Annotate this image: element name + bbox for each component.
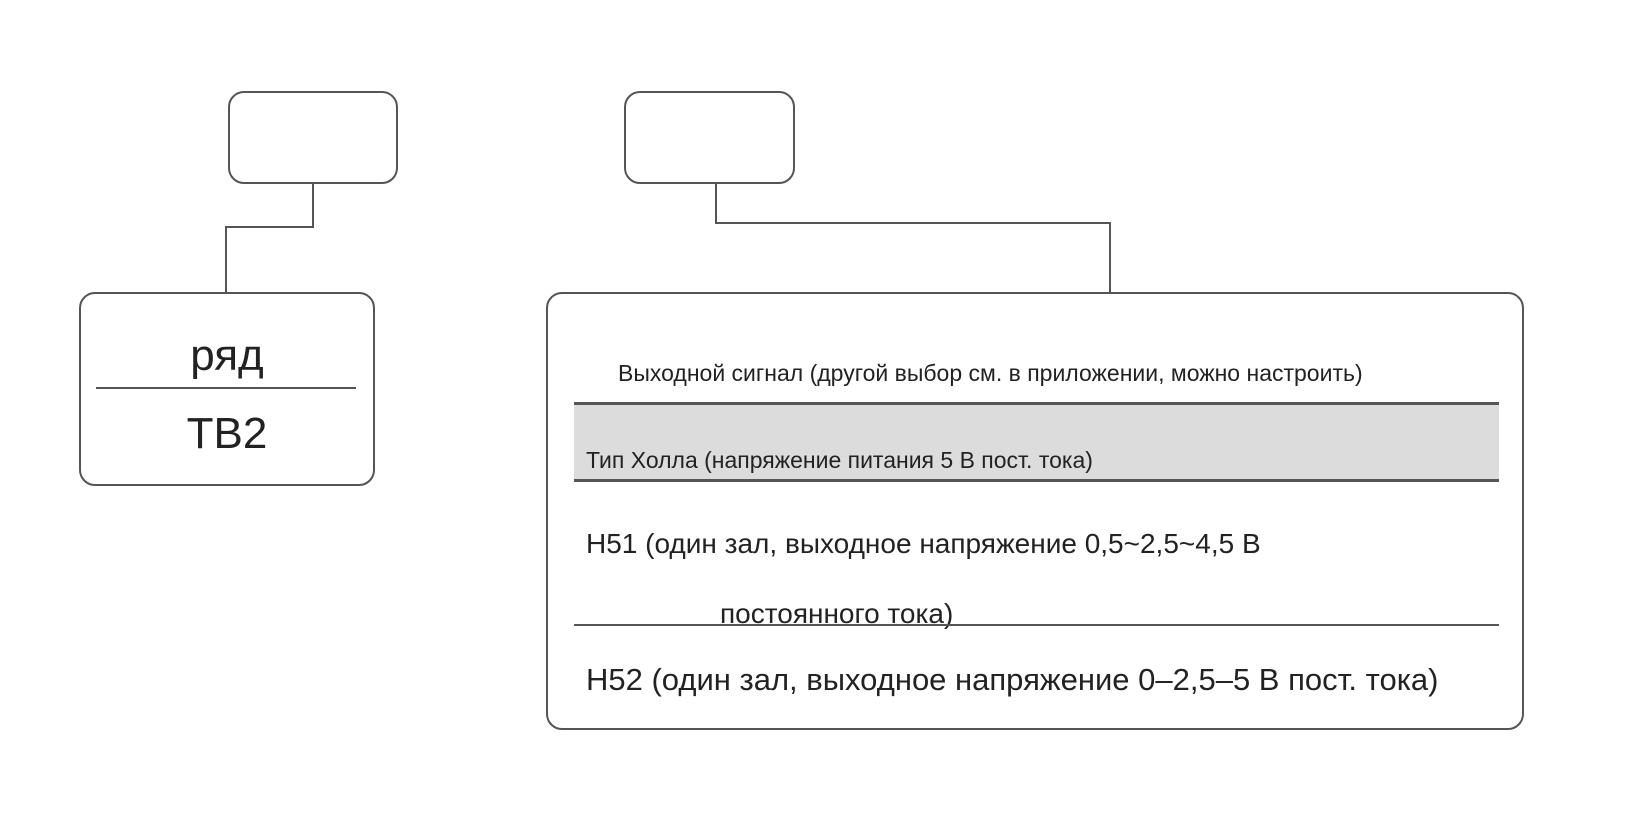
- series-heading: ряд: [190, 331, 264, 380]
- series-value: ТВ2: [186, 409, 268, 458]
- hall-type-band: [574, 402, 1499, 482]
- option-h52: H52 (один зал, выходное напряжение 0–2,5–5 В пост. тока): [586, 662, 1439, 697]
- code-box-left: [228, 91, 398, 184]
- series-divider: [96, 387, 356, 389]
- code-box-right: [624, 91, 795, 184]
- option-h51-line1: H51 (один зал, выходное напряжение 0,5~2,5~4,5 В: [586, 528, 1261, 559]
- output-signal-box: [546, 292, 1524, 730]
- hall-type-label: Тип Холла (напряжение питания 5 В пост. тока): [586, 447, 1093, 473]
- option-divider: [574, 624, 1499, 626]
- series-box: [79, 292, 375, 486]
- output-signal-heading: Выходной сигнал (другой выбор см. в приложении, можно настроить): [618, 360, 1363, 386]
- option-h51-line2: постоянного тока): [720, 598, 954, 629]
- right-connector: [716, 183, 1110, 292]
- left-connector: [226, 183, 313, 292]
